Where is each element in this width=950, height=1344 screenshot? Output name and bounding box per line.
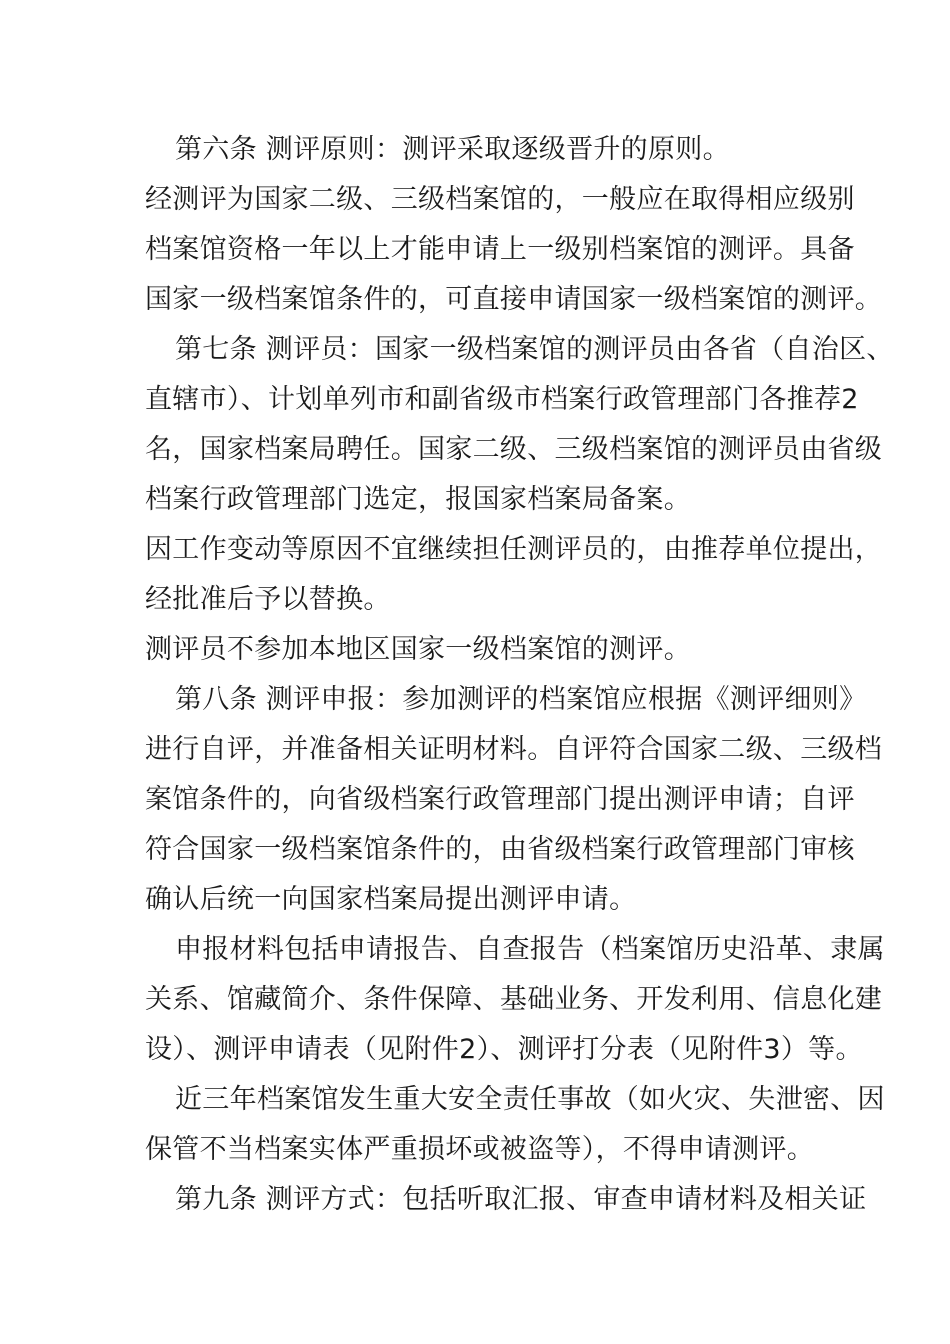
paragraph-line: 确认后统一向国家档案局提出测评申请。 (145, 884, 637, 915)
paragraph-line: 第七条 测评员：国家一级档案馆的测评员由各省（自治区、 (175, 334, 894, 365)
paragraph-line: 档案行政管理部门选定，报国家档案局备案。 (145, 484, 691, 515)
paragraph-line: 关系、馆藏简介、条件保障、基础业务、开发利用、信息化建 (145, 984, 883, 1015)
paragraph-line: 名，国家档案局聘任。国家二级、三级档案馆的测评员由省级 (145, 434, 883, 465)
paragraph-line: 测评员不参加本地区国家一级档案馆的测评。 (145, 634, 691, 665)
paragraph-line: 进行自评，并准备相关证明材料。自评符合国家二级、三级档 (145, 734, 883, 765)
paragraph-line: 档案馆资格一年以上才能申请上一级别档案馆的测评。具备 (145, 234, 855, 265)
paragraph-line: 第九条 测评方式：包括听取汇报、审查申请材料及相关证 (175, 1184, 867, 1215)
paragraph-line: 符合国家一级档案馆条件的，由省级档案行政管理部门审核 (145, 834, 855, 865)
paragraph-line: 国家一级档案馆条件的，可直接申请国家一级档案馆的测评。 (145, 284, 883, 315)
paragraph-line: 案馆条件的，向省级档案行政管理部门提出测评申请；自评 (145, 784, 855, 815)
paragraph-line: 申报材料包括申请报告、自查报告（档案馆历史沿革、隶属 (175, 934, 885, 965)
paragraph-line: 设）、测评申请表（见附件2）、测评打分表（见附件3）等。 (145, 1034, 863, 1065)
paragraph-line: 经批准后予以替换。 (145, 584, 391, 615)
paragraph-line: 因工作变动等原因不宜继续担任测评员的，由推荐单位提出， (145, 534, 883, 565)
paragraph-line: 第八条 测评申报：参加测评的档案馆应根据《测评细则》 (175, 684, 867, 715)
paragraph-line: 直辖市）、计划单列市和副省级市档案行政管理部门各推荐2 (145, 384, 859, 415)
paragraph-line: 保管不当档案实体严重损坏或被盗等），不得申请测评。 (145, 1134, 814, 1165)
paragraph-line: 近三年档案馆发生重大安全责任事故（如火灾、失泄密、因 (175, 1084, 885, 1115)
paragraph-line: 经测评为国家二级、三级档案馆的，一般应在取得相应级别 (145, 184, 855, 215)
paragraph-line: 第六条 测评原则：测评采取逐级晋升的原则。 (175, 134, 730, 165)
